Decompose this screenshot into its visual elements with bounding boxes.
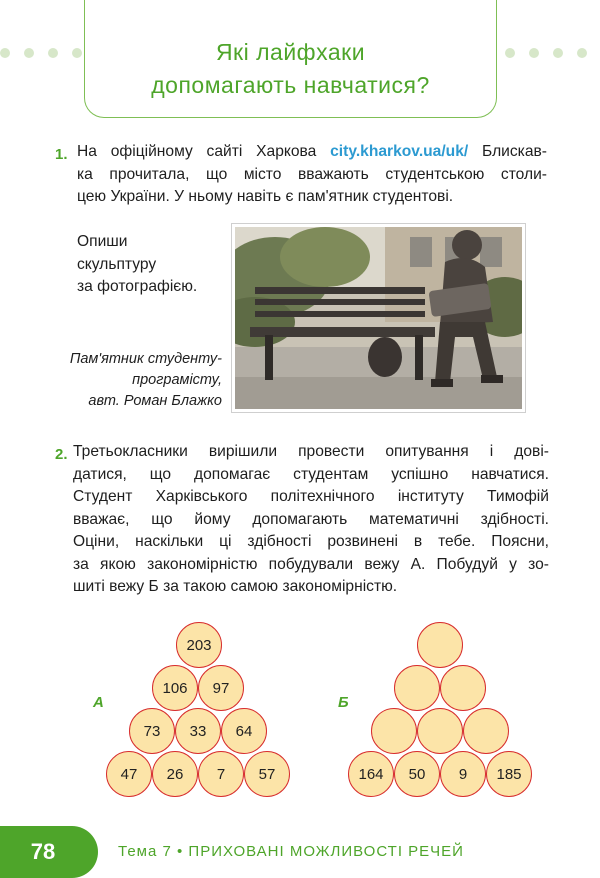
task-2-line: Третьокласники вирішили провести опитування і дові- bbox=[73, 443, 549, 460]
tower-b-cell-empty[interactable] bbox=[394, 665, 440, 711]
tower-a-label: А bbox=[93, 694, 104, 711]
tower-a-cell: 73 bbox=[129, 708, 175, 754]
prompt-line-1: Опиши bbox=[77, 233, 128, 250]
student-programmer-monument-image bbox=[235, 227, 522, 409]
task-1-line-2: ка прочитала, що місто вважають студентською столи- bbox=[77, 165, 547, 183]
tower-b-cell-empty[interactable] bbox=[371, 708, 417, 754]
task-2-line: Студент Харківського політехнічного інституту Тимофій bbox=[73, 488, 549, 505]
task-2-line: датися, що допомагає студентам успішно навчатися. bbox=[73, 465, 549, 483]
title-line-1: Які лайфхаки bbox=[215, 39, 366, 65]
tower-a-cell: 26 bbox=[152, 751, 198, 797]
caption-line-1: Пам'ятник студенту- bbox=[69, 351, 222, 367]
tower-b-cell-empty[interactable] bbox=[417, 708, 463, 754]
tower-a-cell: 64 bbox=[221, 708, 267, 754]
tower-b-cell: 9 bbox=[440, 751, 486, 797]
task-1-line-1-end: Блискав- bbox=[468, 143, 547, 160]
tower-b-cell-empty[interactable] bbox=[417, 622, 463, 668]
prompt-line-3: за фотографією. bbox=[77, 278, 198, 295]
tower-a-cell: 106 bbox=[152, 665, 198, 711]
tower-a-cell: 7 bbox=[198, 751, 244, 797]
tower-a-cell: 33 bbox=[175, 708, 221, 754]
header-dots-right bbox=[505, 48, 587, 58]
tower-a-cell: 47 bbox=[106, 751, 152, 797]
task-2-text bbox=[73, 441, 549, 599]
task-1-line-1-start: На офіційному сайті Харкова bbox=[77, 143, 331, 160]
task-1-line-3: цею України. У ньому навіть є пам'ятник студентові. bbox=[77, 188, 454, 205]
tower-a-cell: 97 bbox=[198, 665, 244, 711]
task-2-number: 2. bbox=[55, 446, 68, 463]
tower-b-label: Б bbox=[338, 694, 349, 711]
describe-prompt bbox=[77, 231, 197, 299]
caption-line-3: авт. Роман Блажко bbox=[88, 393, 222, 409]
task-2-line: Оціни, наскільки ці здібності розвинені в тебе. Поясни, bbox=[73, 533, 549, 550]
tower-b-cell: 164 bbox=[348, 751, 394, 797]
page-footer bbox=[0, 826, 600, 878]
photo-caption bbox=[70, 349, 222, 412]
monument-photo bbox=[232, 224, 525, 412]
tower-b-cell-empty[interactable] bbox=[463, 708, 509, 754]
tower-b-cell-empty[interactable] bbox=[440, 665, 486, 711]
tower-a-cell: 57 bbox=[244, 751, 290, 797]
task-2-line: за якою закономірністю побудували вежу А. Побудуй у зо- bbox=[73, 555, 549, 573]
title-line-2: допомагають навчатися? bbox=[151, 72, 430, 98]
task-2-line: вважає, що йому допомагають математичні здібності. bbox=[73, 510, 549, 528]
task-2-line: шиті вежу Б за такою самою закономірністю. bbox=[73, 578, 398, 595]
task-1-number: 1. bbox=[55, 146, 68, 163]
page-number: 78 bbox=[30, 839, 56, 864]
task-1-text bbox=[77, 141, 547, 209]
topic-title: Тема 7 • ПРИХОВАНІ МОЖЛИВОСТІ РЕЧЕЙ bbox=[118, 843, 464, 860]
page-title bbox=[84, 36, 497, 102]
tower-a-cell: 203 bbox=[176, 622, 222, 668]
prompt-line-2: скульптуру bbox=[77, 255, 157, 273]
tower-b-cell: 50 bbox=[394, 751, 440, 797]
city-site-link[interactable]: city.kharkov.ua/uk/ bbox=[330, 143, 469, 160]
tower-b-cell: 185 bbox=[486, 751, 532, 797]
caption-line-2: програмісту, bbox=[132, 372, 222, 388]
